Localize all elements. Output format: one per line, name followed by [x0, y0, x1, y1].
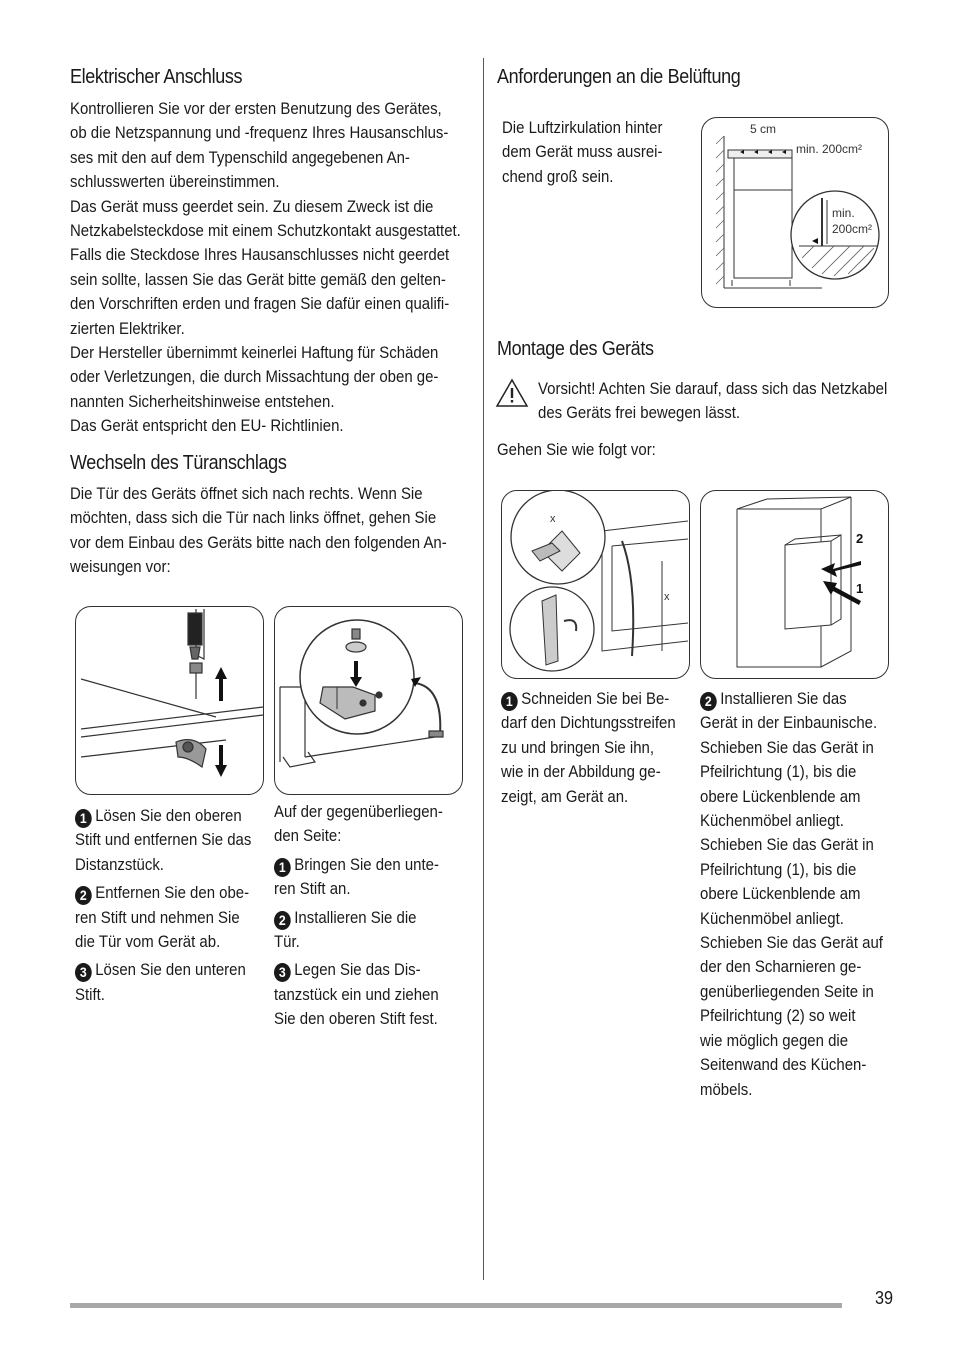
- text-line: obere Lückenblende am: [700, 884, 861, 904]
- text-line: Lösen Sie den unteren: [95, 960, 246, 980]
- warning-label: Vorsicht!: [538, 379, 596, 398]
- label-min: min.: [832, 206, 855, 220]
- steps-b: [274, 800, 459, 1032]
- text-line: weisungen vor:: [70, 557, 171, 577]
- text-line: möbels.: [700, 1079, 753, 1099]
- belueftung-body: [502, 116, 678, 189]
- text-line: den Seite:: [274, 826, 342, 846]
- text-line: Küchenmöbel anliegt.: [700, 908, 844, 928]
- step-number-badge: 2: [274, 911, 291, 930]
- text-line: Achten Sie darauf, dass sich das Netzkabel: [598, 379, 888, 398]
- text-line: die Tür vom Gerät ab.: [75, 932, 221, 952]
- text-line: Der Hersteller übernimmt keinerlei Haftung für Schäden: [70, 343, 439, 363]
- step-number-badge: 3: [274, 963, 291, 982]
- text-line: dem Gerät muss ausrei-: [502, 142, 663, 162]
- footer-rule: [70, 1303, 842, 1308]
- text-line: Gehen Sie wie folgt vor:: [497, 440, 656, 459]
- figure-hinge-remove: [75, 606, 264, 795]
- text-line: Schneiden Sie bei Be-: [521, 689, 670, 708]
- step-number-badge: 1: [274, 858, 291, 877]
- tuer-body: [70, 482, 466, 580]
- text-line: sein sollte, lassen Sie das Gerät bitte gemäß den gelten-: [70, 269, 446, 289]
- label-min-top: min. 200cm²: [796, 142, 863, 156]
- text-line: darf den Dichtungsstreifen: [501, 713, 676, 733]
- hinge-remove-illustration: [76, 607, 263, 794]
- text-line: Seitenwand des Küchen-: [700, 1055, 867, 1075]
- text-line: zu und bringen Sie ihn,: [501, 737, 655, 757]
- text-line: Bringen Sie den unte-: [294, 854, 439, 874]
- text-line: des Geräts frei bewegen lässt.: [538, 403, 741, 423]
- text-line: obere Lückenblende am: [700, 786, 861, 806]
- step-number-badge: 1: [501, 692, 518, 711]
- text-line: Falls die Steckdose Ihres Hausanschlusses nicht geerdet: [70, 245, 450, 265]
- text-line: genüberliegenden Seite in: [700, 981, 874, 1001]
- text-line: zeigt, am Gerät an.: [501, 786, 629, 806]
- text-line: Pfeilrichtung (2) so weit: [700, 1006, 856, 1026]
- text-line: der den Scharnieren ge-: [700, 957, 862, 977]
- text-line: möchten, dass sich die Tür nach links öffnet, gehen Sie: [70, 508, 437, 528]
- warning-text: [538, 377, 899, 426]
- text-line: Installieren Sie die: [294, 907, 417, 927]
- step-number-badge: 2: [700, 692, 717, 711]
- text-line: den Vorschriften erden und fragen Sie dafür einen qualifi-: [70, 294, 450, 314]
- text-line: Die Luftzirkulation hinter: [502, 118, 663, 137]
- text-line: Gerät in der Einbaunische.: [700, 713, 878, 733]
- text-line: Entfernen Sie den obe-: [95, 883, 250, 903]
- text-line: Das Gerät entspricht den EU- Richtlinien.: [70, 416, 344, 436]
- step-number-badge: 1: [75, 809, 92, 828]
- text-line: Schieben Sie das Gerät in: [700, 737, 874, 757]
- warning-icon: [495, 378, 529, 408]
- label-x1: x: [550, 513, 556, 525]
- text-line: chend groß sein.: [502, 166, 614, 186]
- text-line: ren Stift an.: [274, 879, 351, 899]
- text-line: wie in der Abbildung ge-: [501, 762, 661, 782]
- text-line: Pfeilrichtung (1), bis die: [700, 762, 857, 782]
- heading-belueftung: Anforderungen an die Belüftung: [497, 66, 741, 88]
- text-line: zierten Elektriker.: [70, 318, 185, 338]
- heading-tueranschlag: Wechseln des Türanschlags: [70, 452, 287, 474]
- text-line: tanzstück ein und ziehen: [274, 984, 439, 1004]
- text-line: Legen Sie das Dis-: [294, 960, 421, 980]
- text-line: Stift.: [75, 984, 105, 1004]
- text-line: Distanzstück.: [75, 854, 164, 874]
- text-line: ses mit den auf dem Typenschild angegebenen An-: [70, 147, 410, 167]
- label-200cm2: 200cm²: [832, 222, 873, 236]
- text-line: Stift und entfernen Sie das: [75, 830, 252, 850]
- text-line: Das Gerät muss geerdet sein. Zu diesem Zweck ist die: [70, 196, 434, 216]
- text-line: ob die Netzspannung und -frequenz Ihres Hausanschlus-: [70, 123, 449, 143]
- label-arrow-1: 1: [856, 581, 864, 596]
- text-line: Sie den oberen Stift fest.: [274, 1009, 438, 1029]
- step-number-badge: 2: [75, 886, 92, 905]
- heading-elektrischer-anschluss: Elektrischer Anschluss: [70, 66, 243, 88]
- montage-step2: [700, 687, 894, 1102]
- text-line: vor dem Einbau des Geräts bitte nach den folgenden An-: [70, 532, 447, 552]
- step-number-badge: 3: [75, 963, 92, 982]
- figure-ventilation: [701, 117, 889, 308]
- elektrisch-body: [70, 97, 466, 439]
- text-line: Die Tür des Geräts öffnet sich nach rechts. Wenn Sie: [70, 484, 423, 503]
- label-5cm: 5 cm: [750, 122, 777, 136]
- text-line: Tür.: [274, 932, 300, 952]
- heading-montage: Montage des Geräts: [497, 338, 654, 360]
- figure-gasket: [501, 490, 690, 679]
- text-line: Lösen Sie den oberen: [95, 806, 242, 825]
- montage-step1: [501, 687, 686, 809]
- text-line: schlusswerten übereinstimmen.: [70, 172, 280, 192]
- label-x2: x: [664, 591, 670, 603]
- page-number: 39: [875, 1288, 894, 1308]
- text-line: wie möglich gegen die: [700, 1030, 849, 1050]
- text-line: Pfeilrichtung (1), bis die: [700, 859, 857, 879]
- text-line: oder Verletzungen, die durch Missachtung der oben ge-: [70, 367, 439, 387]
- text-line: nannten Sicherheitshinweise entstehen.: [70, 391, 335, 411]
- text-line: Schieben Sie das Gerät auf: [700, 933, 883, 953]
- figure-hinge-detail: [274, 606, 463, 795]
- text-line: Installieren Sie das: [720, 689, 847, 708]
- label-arrow-2: 2: [856, 531, 864, 546]
- text-line: Küchenmöbel anliegt.: [700, 811, 844, 831]
- figure-install: [700, 490, 889, 679]
- column-divider: [483, 58, 484, 1280]
- text-line: Auf der gegenüberliegen-: [274, 802, 443, 821]
- text-line: ren Stift und nehmen Sie: [75, 907, 240, 927]
- text-line: Schieben Sie das Gerät in: [700, 835, 874, 855]
- text-line: Netzkabelsteckdose mit einem Schutzkontakt ausgestattet.: [70, 221, 461, 241]
- hinge-detail-illustration: [275, 607, 462, 794]
- gasket-illustration: [502, 491, 689, 678]
- text-line: Kontrollieren Sie vor der ersten Benutzung des Gerätes,: [70, 99, 442, 118]
- steps-a: [75, 804, 260, 1007]
- montage-intro: [497, 438, 761, 462]
